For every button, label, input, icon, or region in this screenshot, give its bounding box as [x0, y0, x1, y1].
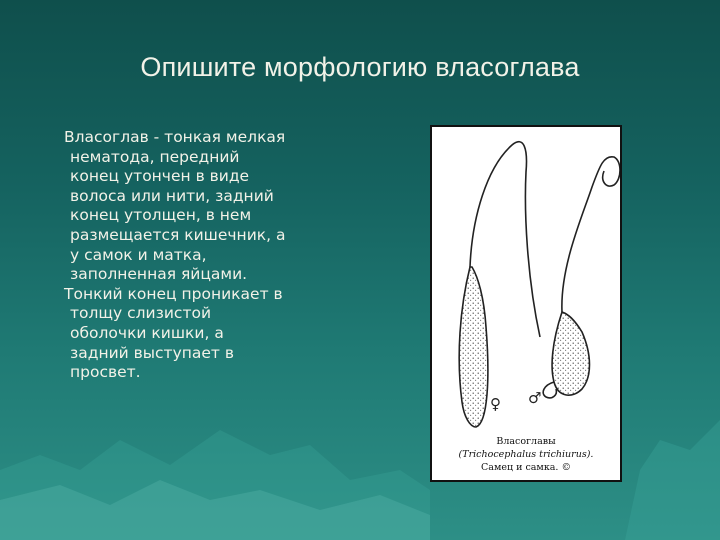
caption-subtitle: Самец и самка. © — [481, 462, 571, 473]
slide-title: Опишите морфологию власоглава — [140, 52, 580, 82]
whipworm-illustration — [430, 125, 622, 482]
caption-latin-name: (Trichocephalus trichiurus). — [458, 449, 594, 460]
female-worm-body — [459, 267, 488, 427]
male-symbol: ♂ — [528, 389, 542, 407]
male-worm-body — [552, 312, 589, 395]
body-text — [60, 128, 360, 383]
whipworm-drawing — [432, 127, 620, 480]
caption-title: Власоглавы — [496, 436, 556, 447]
male-worm-thin-end — [562, 157, 620, 312]
paragraph-description: Власоглав - тонкая мелкая нематода, передний конец утончен в виде волоса или нити, задний конец утолщен, в нем размещается кишечник, а у самок и матка, заполненная яйцами. — [64, 128, 286, 284]
paragraph-attachment: Тонкий конец проникает в толщу слизистой оболочки кишки, а задний выступает в просвет. — [64, 284, 283, 382]
female-symbol: ♀ — [490, 395, 501, 413]
